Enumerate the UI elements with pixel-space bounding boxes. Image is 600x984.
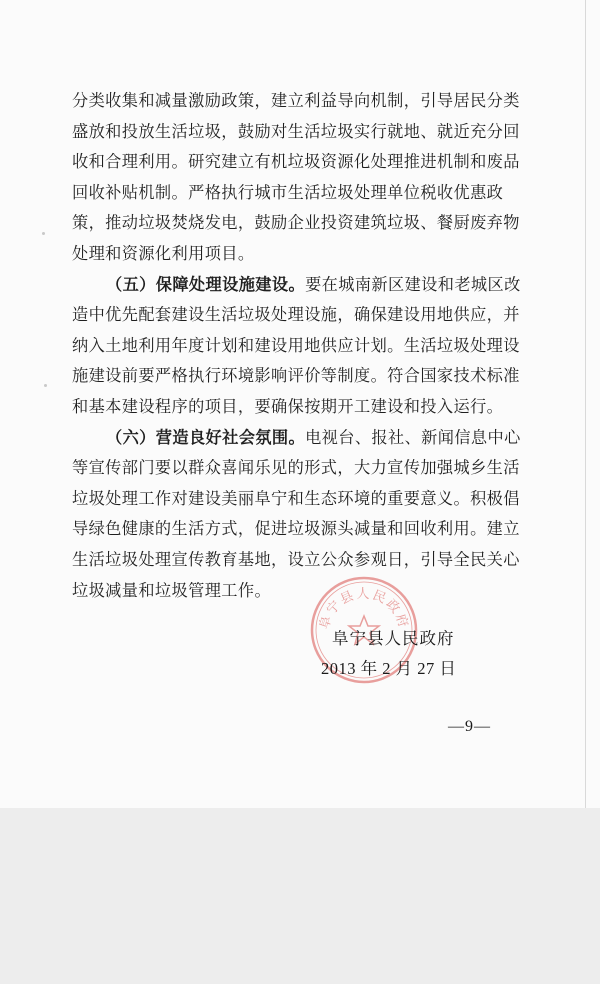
paragraph-2 <box>72 270 532 423</box>
paragraph-3 <box>72 423 532 607</box>
paragraph-2-heading: （五）保障处理设施建设。 <box>106 274 306 294</box>
page-edge-line <box>585 0 586 808</box>
issuer-signature: 阜宁县人民政府 <box>332 629 455 648</box>
seal-text: 阜宁县人民政府 <box>316 587 412 632</box>
scan-speck <box>42 232 45 235</box>
paragraph-2-text: 要在城南新区建设和老城区改造中优先配套建设生活垃圾处理设施，确保建设用地供应，并纳入土地利用年度计划和建设用地供应计划。生活垃圾处理设施建设前要严格执行环境影响评价等制度。符合国家技术标准和基本建设程序的项目，要确保按期开工建设和投入运行。 <box>72 274 521 416</box>
document-body <box>72 86 532 606</box>
paragraph-3-text: 电视台、报社、新闻信息中心等宣传部门要以群众喜闻乐见的形式，大力宣传加强城乡生活垃圾处理工作对建设美丽阜宁和生态环境的重要意义。积极倡导绿色健康的生活方式，促进垃圾源头减量和回收利用。建立生活垃圾处理宣传教育基地，设立公众参观日，引导全民关心垃圾减量和垃圾管理工作。 <box>72 427 521 600</box>
paragraph-3-heading: （六）营造良好社会氛围。 <box>106 427 306 447</box>
paragraph-1-text: 分类收集和减量激励政策，建立利益导向机制，引导居民分类盛放和投放生活垃圾，鼓励对生活垃圾实行就地、就近充分回收和合理利用。研究建立有机垃圾资源化处理推进机制和废品回收补贴机制。严格执行城市生活垃圾处理单位税收优惠政策，推动垃圾焚烧发电，鼓励企业投资建筑垃圾、餐厨废弃物处理和资源化利用项目。 <box>72 91 520 263</box>
paragraph-1 <box>72 86 532 270</box>
issue-date: 2013 年 2 月 27 日 <box>321 659 457 678</box>
page-number: —9— <box>448 718 491 735</box>
scan-speck <box>44 384 47 387</box>
